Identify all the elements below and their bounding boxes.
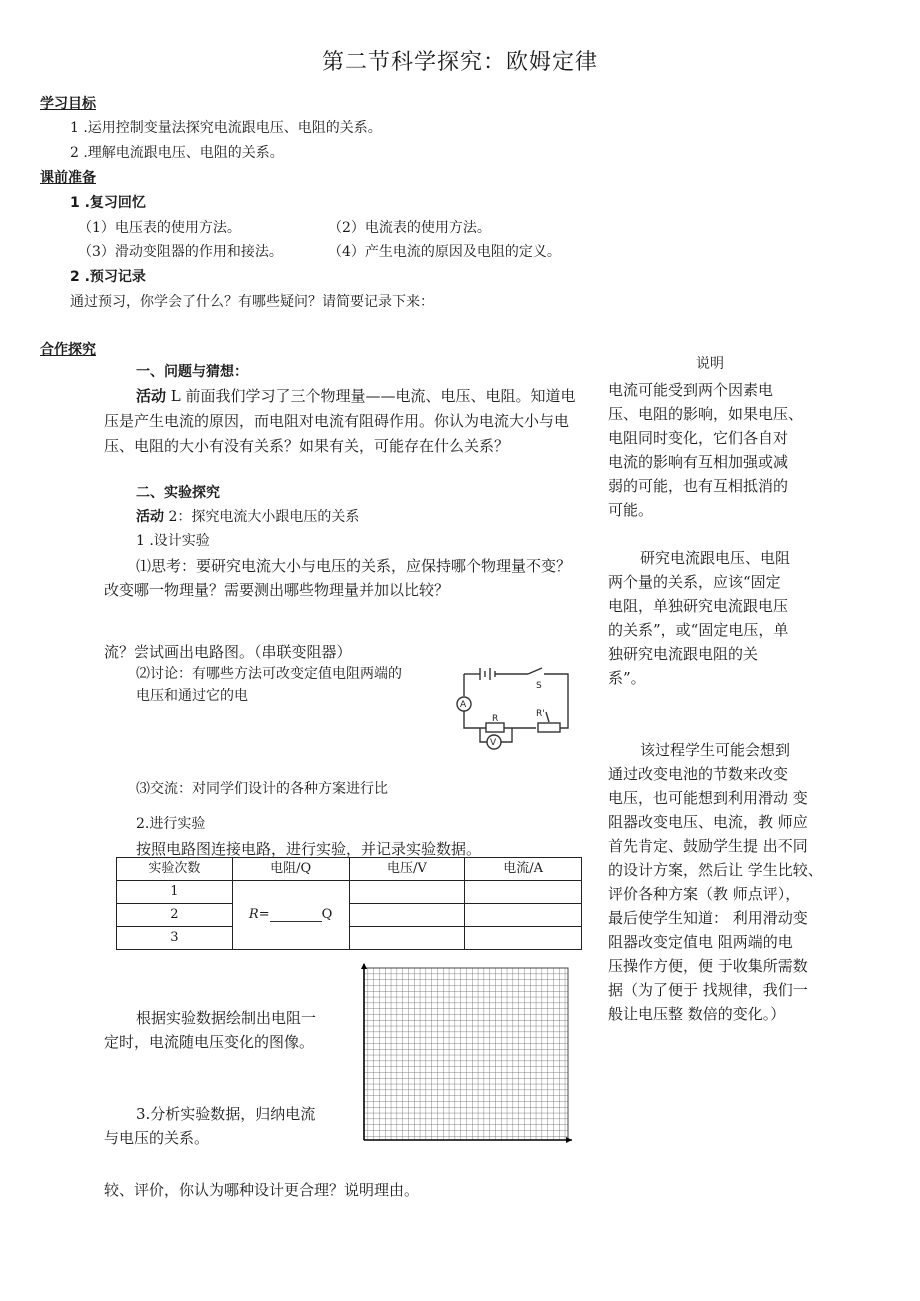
- activity1-line3: 压、电阻的大小有没有关系？如果有关，可能存在什么关系？: [104, 437, 510, 455]
- sidebar-p3-l4: 阻器改变电压、电流，教 师应: [608, 813, 808, 831]
- activity2-title: 活动 2：探究电流大小跟电压的关系: [136, 509, 360, 525]
- rheostat-box: [538, 723, 560, 732]
- trial-number: 3: [117, 927, 233, 950]
- graph-prompt-line1: 根据实验数据绘制出电阻一: [136, 1009, 317, 1027]
- resistance-prefix: R=: [248, 907, 270, 922]
- current-cell[interactable]: [465, 904, 582, 927]
- prep-sub-review: 1 .复习回忆: [70, 195, 146, 211]
- step-conduct: 2.进行实验: [136, 816, 206, 832]
- voltage-cell[interactable]: [349, 904, 465, 927]
- rheostat-label: R': [536, 709, 545, 719]
- goal-item-1: 1 .运用控制变量法探究电流跟电压、电阻的关系。: [70, 120, 382, 136]
- review-q4: （4）产生电流的原因及电阻的定义。: [328, 244, 561, 260]
- sidebar-p1-l3: 电阻同时变化，它们各自对: [608, 429, 789, 447]
- sidebar-p3-l1: 该过程学生可能会想到: [640, 741, 791, 759]
- sidebar-p3-l8: 最后使学生知道： 利用滑动变: [608, 909, 808, 927]
- trial-number: 2: [117, 904, 233, 927]
- sidebar-p3-l11: 据（为了便于 找规律，我们一: [608, 981, 808, 999]
- circuit-diagram: [450, 664, 580, 756]
- sidebar-p1-l6: 可能。: [608, 501, 654, 519]
- sidebar-p3-l10: 压操作方便，便 于收集所需数: [608, 957, 808, 975]
- voltage-cell[interactable]: [349, 881, 465, 904]
- sidebar-p1-l1: 电流可能受到两个因素电: [608, 381, 774, 399]
- part-heading-guess: 一、问题与猜想：: [136, 364, 248, 380]
- review-q2: （2）电流表的使用方法。: [328, 220, 491, 236]
- think-line2: 改变哪一物理量？需要测出哪些物理量并加以比较？: [104, 581, 450, 599]
- table-header: 实验次数: [117, 858, 233, 881]
- sidebar-p2-l3: 电阻，单独研究电流跟电压: [608, 597, 789, 615]
- table-header: 电压/V: [349, 858, 465, 881]
- sidebar-p3-l6: 的设计方案，然后让 学生比较、: [608, 861, 823, 879]
- review-q3: （3）滑动变阻器的作用和接法。: [78, 244, 283, 260]
- y-axis-arrow: [361, 963, 367, 969]
- think-line1: ⑴思考：要研究电流大小与电压的关系，应保持哪个物理量不变？: [136, 557, 572, 575]
- goal-item-2: 2 .理解电流跟电压、电阻的关系。: [70, 145, 284, 161]
- part-heading-experiment: 二、实验探究: [136, 485, 220, 501]
- resistance-unit: Q: [321, 907, 333, 922]
- wire-top-right: [544, 674, 568, 720]
- sidebar-p1-l2: 压、电阻的影响，如果电压、: [608, 405, 804, 423]
- analyze-line1: 3.分析实验数据，归纳电流: [136, 1105, 316, 1123]
- rheostat-slider: [546, 712, 549, 722]
- voltage-cell[interactable]: [349, 927, 465, 950]
- voltmeter-label: V: [490, 738, 497, 748]
- review-q1: （1）电压表的使用方法。: [78, 220, 241, 236]
- analyze-line2: 与电压的关系。: [104, 1129, 210, 1147]
- compare-line: 较、评价，你认为哪种设计更合理？说明理由。: [104, 1181, 420, 1199]
- grid-area: [364, 968, 568, 1140]
- sidebar-p3-l12: 般让电压整 数倍的变化。）: [608, 1005, 786, 1023]
- x-axis-arrow: [566, 1137, 572, 1143]
- ammeter-label: A: [460, 700, 467, 710]
- resistance-blank[interactable]: [270, 907, 322, 922]
- sidebar-p3-l2: 通过改变电池的节数来改变: [608, 765, 789, 783]
- sidebar-heading: 说明: [696, 356, 724, 372]
- activity1-line2: 压是产生电流的原因，而电阻对电流有阻碍作用。你认为电流大小与电: [104, 412, 570, 430]
- activity1-line1: 活动 L 前面我们学习了三个物理量——电流、电压、电阻。知道电: [136, 387, 576, 405]
- table-header: 电流/A: [465, 858, 582, 881]
- section-heading-goals: 学习目标: [40, 96, 96, 112]
- section-heading-prep: 课前准备: [40, 170, 96, 186]
- table-row: [117, 904, 582, 927]
- resistor-label: R: [492, 714, 499, 724]
- table-row: [117, 881, 582, 904]
- sidebar-p1-l4: 电流的影响有互相加强或减: [608, 453, 789, 471]
- record-prompt: 通过预习，你学会了什么？有哪些疑问？请简要记录下来：: [70, 294, 434, 310]
- sidebar-p1-l5: 弱的可能，也有互相抵消的: [608, 477, 789, 495]
- current-cell[interactable]: [465, 881, 582, 904]
- prep-sub-record: 2 .预习记录: [70, 269, 146, 285]
- wire-bottom-right: [560, 720, 568, 728]
- sidebar-p2-l2: 两个量的关系，应该“固定: [608, 573, 781, 591]
- voltmeter-wire-right: [501, 728, 512, 742]
- exchange-line: ⑶交流：对同学们设计的各种方案进行比: [136, 781, 388, 797]
- data-table: [116, 857, 582, 950]
- page-title: 第二节科学探究：欧姆定律: [321, 50, 598, 75]
- table-header-row: [117, 858, 582, 881]
- conduct-instruction: 按照电路图连接电路，进行实验，并记录实验数据。: [136, 840, 482, 858]
- sidebar-p3-l7: 评价各种方案（教 师点评），: [608, 885, 801, 903]
- switch-blade: [528, 668, 542, 674]
- sidebar-p2-l5: 独研究电流跟电阻的关: [608, 645, 759, 663]
- draw-circuit-prompt: 流？尝试画出电路图。（串联变阻器）: [104, 643, 352, 661]
- wire-left-bottom: [464, 711, 486, 728]
- table-header: 电阻/Q: [232, 858, 349, 881]
- discuss-line2: 电压和通过它的电: [136, 688, 248, 704]
- graph-prompt-line2: 定时，电流随电压变化的图像。: [104, 1033, 315, 1051]
- step-design: 1 .设计实验: [136, 533, 210, 549]
- resistance-cell[interactable]: [232, 881, 349, 950]
- sidebar-p2-l4: 的关系”，或“固定电压，单: [608, 621, 789, 639]
- section-heading-coop: 合作探究: [40, 342, 96, 358]
- sidebar-p3-l9: 阻器改变定值电 阻两端的电: [608, 933, 793, 951]
- discuss-line1: ⑵讨论：有哪些方法可改变定值电阻两端的: [136, 666, 402, 682]
- switch-label: S: [536, 681, 542, 691]
- sidebar-p2-l1: 研究电流跟电压、电阻: [640, 549, 791, 567]
- sidebar-p3-l5: 首先肯定、鼓励学生提 出不同: [608, 837, 808, 855]
- sidebar-p3-l3: 电压，也可能想到利用滑动 变: [608, 789, 808, 807]
- current-cell[interactable]: [465, 927, 582, 950]
- table-row: [117, 927, 582, 950]
- trial-number: 1: [117, 881, 233, 904]
- sidebar-p2-l6: 系”。: [608, 669, 646, 687]
- resistor-box: [486, 723, 504, 732]
- graph-paper[interactable]: [356, 962, 578, 1146]
